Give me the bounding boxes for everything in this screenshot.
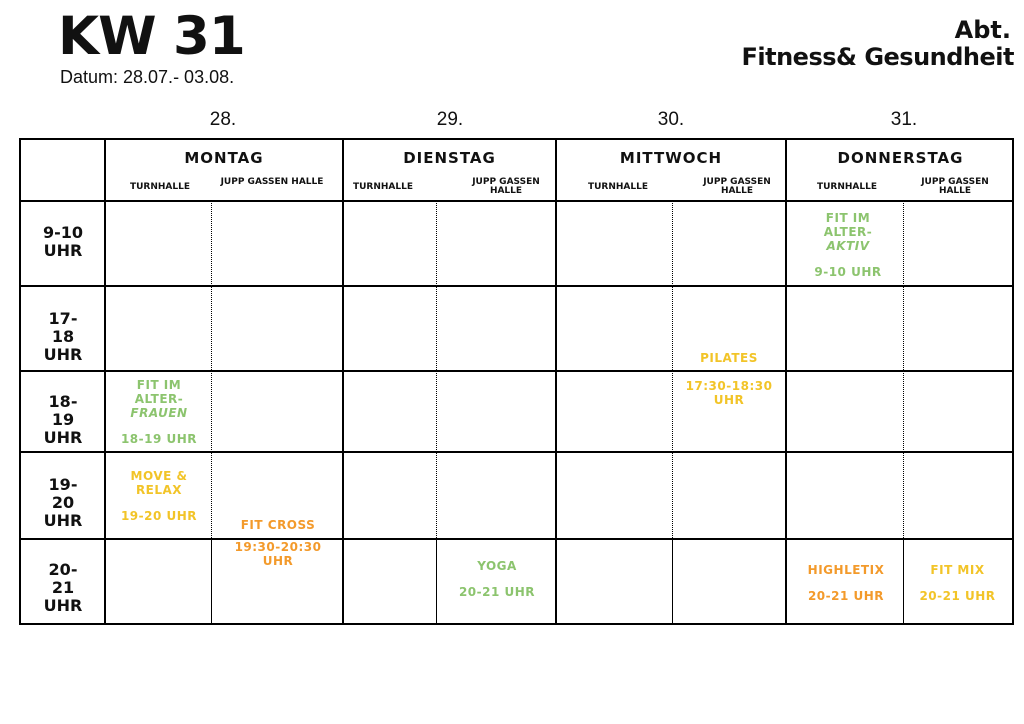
event-time: 19:30-20:30 UHR <box>234 540 322 568</box>
hall-divider <box>672 538 673 625</box>
event-move-relax[interactable] <box>111 469 207 523</box>
hall-divider <box>672 201 673 538</box>
hall-label: JUPP GASSEN HALLE <box>921 177 989 196</box>
hall-divider <box>436 201 437 538</box>
department-name: Fitness& Gesundheit <box>741 43 1014 71</box>
day-date-wednesday: 30. <box>657 109 685 130</box>
event-highletix[interactable] <box>790 563 902 603</box>
event-time: 9-10 UHR <box>814 265 882 279</box>
hall-label: TURNHALLE <box>352 182 414 192</box>
hall-label: JUPP GASSEN HALLE <box>472 177 540 196</box>
department-label: Abt. <box>954 16 1011 44</box>
event-title: FIT IM <box>136 378 182 392</box>
grid-line <box>104 138 106 625</box>
time-slot-20-21: 20-21 UHR <box>43 560 83 615</box>
event-title: RELAX <box>135 483 183 497</box>
date-range: Datum: 28.07.- 03.08. <box>60 67 235 87</box>
day-date-monday: 28. <box>209 109 237 130</box>
event-time: 19-20 UHR <box>120 509 198 523</box>
grid-line <box>19 538 1014 540</box>
hall-label: TURNHALLE <box>587 182 649 192</box>
day-date-thursday: 31. <box>890 109 918 130</box>
event-yoga[interactable] <box>441 559 553 599</box>
grid-line <box>555 138 557 625</box>
event-title: FRAUEN <box>130 406 188 420</box>
event-title: YOGA <box>477 559 517 573</box>
hall-divider <box>436 538 437 625</box>
hall-divider <box>211 201 212 538</box>
time-slot-19-20: 19-20 UHR <box>43 475 83 530</box>
event-time: 20-21 UHR <box>807 589 885 603</box>
event-title: HIGHLETIX <box>807 563 885 577</box>
grid-line <box>19 285 1014 287</box>
hall-divider <box>903 538 904 625</box>
event-time: 20-21 UHR <box>919 589 996 603</box>
event-title: PILATES <box>700 351 758 365</box>
event-time: 20-21 UHR <box>458 585 536 599</box>
week-title: KW 31 <box>58 6 245 67</box>
hall-divider <box>903 201 904 538</box>
event-title: AKTIV <box>826 239 870 253</box>
time-slot-17-18: 17-18 UHR <box>43 309 83 364</box>
event-time: 17:30-18:30 UHR <box>685 379 773 407</box>
event-fit-mix[interactable] <box>905 563 1010 603</box>
day-name-thursday: DONNERSTAG <box>837 149 964 167</box>
grid-line <box>19 451 1014 453</box>
event-fit-cross[interactable] <box>216 518 340 568</box>
hall-label: JUPP GASSEN HALLE <box>703 177 771 196</box>
day-date-tuesday: 29. <box>436 109 464 130</box>
event-title: MOVE & <box>130 469 188 483</box>
event-time: 18-19 UHR <box>120 432 198 446</box>
event-title: FIT IM <box>825 211 871 225</box>
event-fit-im-alter-frauen[interactable] <box>111 378 207 446</box>
grid-line <box>342 138 344 625</box>
event-fit-im-alter-aktiv[interactable] <box>800 211 896 279</box>
day-name-tuesday: DIENSTAG <box>403 149 496 167</box>
event-title: ALTER- <box>134 392 184 406</box>
event-title: FIT CROSS <box>240 518 316 532</box>
grid-line <box>19 200 1014 202</box>
hall-label: TURNHALLE <box>816 182 878 192</box>
day-name-wednesday: MITTWOCH <box>619 149 723 167</box>
event-pilates[interactable] <box>684 351 774 407</box>
hall-label: TURNHALLE <box>129 182 191 192</box>
grid-line <box>785 138 787 625</box>
hall-label: JUPP GASSEN HALLE <box>220 177 324 187</box>
day-name-monday: MONTAG <box>184 149 264 167</box>
time-slot-18-19: 18-19 UHR <box>43 392 83 447</box>
hall-divider <box>211 538 212 625</box>
grid-line <box>19 370 1014 372</box>
event-title: FIT MIX <box>930 563 985 577</box>
event-title: ALTER- <box>823 225 873 239</box>
time-slot-9-10: 9-10 UHR <box>42 223 84 260</box>
